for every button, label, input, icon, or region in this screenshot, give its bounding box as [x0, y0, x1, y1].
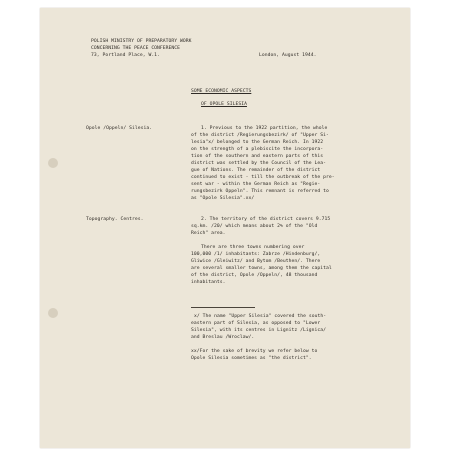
- section1-line: lesia"x/ belonged to the German Reich. In 1922: [191, 140, 324, 145]
- section1-line: continued to exist - till the outbreak of the pre-: [191, 175, 335, 180]
- footnote-line: and Breslau /Wroclaw/.: [191, 335, 255, 340]
- section1-line: gue of Nations. The remainder of the district: [191, 168, 321, 173]
- footnote-line: x/ The name "Upper Silesia" covered the south-: [194, 314, 327, 319]
- section2-paragraph-line: Gliwice /Gleiwitz/ and Bytom /Beuthen/. There: [191, 259, 321, 264]
- section1-line: as "Opole Silesia".xx/: [191, 196, 255, 201]
- section1-line: on the strength of a plebiscite the incorpora-: [191, 147, 324, 152]
- letterhead-line-2: CONCERNING THE PEACE CONFERENCE: [91, 46, 181, 51]
- footnote-line: Silesia", with its centres in Lignitz /Lignica/: [191, 328, 326, 333]
- letterhead-line-1: POLISH MINISTRY OF PREPARATORY WORK: [91, 39, 192, 44]
- letterhead-line-3: 73, Portland Place, W.1.: [91, 53, 160, 58]
- section1-line: 1. Previous to the 1922 partition, the whole: [201, 126, 328, 131]
- section2-paragraph-line: There are three towns numbering over: [201, 245, 305, 250]
- section2-paragraph-line: inhabitants.: [191, 280, 226, 285]
- punch-hole: [48, 158, 58, 168]
- margin-label-topography-centres: Topography. Centres.: [86, 217, 144, 222]
- punch-hole: [48, 308, 58, 318]
- section1-line: district was settled by the Council of the Lea-: [191, 161, 326, 166]
- document-title-line-1: SOME ECONOMIC ASPECTS: [191, 89, 252, 94]
- footnote-line: eastern part of Silesia, as opposed to "Lower: [191, 321, 321, 326]
- section1-line: of the district /Regierungsbezirk/ of "Upper Si-: [191, 133, 329, 138]
- section1-line: tion of the southern and eastern parts of this: [191, 154, 324, 159]
- footnote-line: xx/For the sake of brevity we refer below to: [191, 349, 318, 354]
- section2-line: Reich" area.: [191, 231, 226, 236]
- document-title-line-2: OF OPOLE SILESIA: [201, 102, 247, 107]
- section1-line: rungsbezirk Oppeln". This remnant is referred to: [191, 189, 329, 194]
- section2-paragraph-line: 100,000 /1/ inhabitants: Zabrze /Hindenburg/,: [191, 252, 321, 257]
- document-date: London, August 1944.: [259, 53, 317, 58]
- section2-line: 2. The territory of the district covers 9.715: [201, 217, 331, 222]
- section2-paragraph-line: are several smaller towns, among them the capital: [191, 266, 332, 271]
- section2-line: sq.km. /20/ which means about 2% of the "Old: [191, 224, 318, 229]
- section1-line: sent war - within the German Reich as "Regie-: [191, 182, 321, 187]
- footnote-divider: [191, 307, 255, 308]
- footnote-line: Opole Silesia sometimes as "the district".: [191, 356, 312, 361]
- margin-label-opole-silesia: Opole /Oppeln/ Silesia.: [86, 126, 153, 131]
- section2-paragraph-line: of the district, Opole /Oppeln/, 48 thousand: [191, 273, 318, 278]
